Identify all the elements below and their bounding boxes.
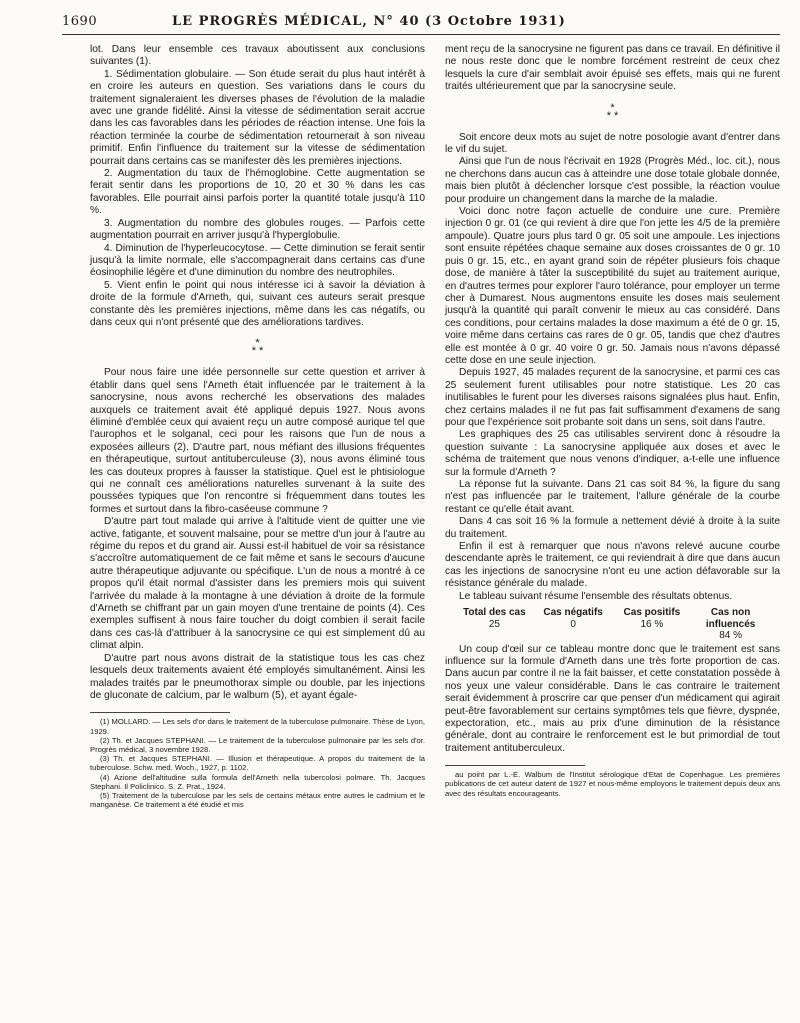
- table-cell: 16 %: [640, 618, 664, 630]
- footnotes: [90, 717, 425, 809]
- paragraph: Pour nous faire une idée personnelle sur cette question et arriver à établir dans quel sens l'Arneth était influencée par le traitement à la sanocrysine, nous avons recherché les observations des malades auxquels ce traitement avait été appliqué depuis 1927. Nous avons éliminé d'emblée ceux qui avaient reçu un autre composé aurique tel que l'aurophos et le solganal, ceci pour les raisons que l'un de nous a exposées ailleurs (2). D'autre part, nous méfiant des illusions fréquentes en thérapeutique, surtout antituberculeuse (3), nous avons éliminé tous les cas douteux propres à fausser la statistique. Quel est le phtisiologue qui ne connaît ces améliorations naturelles survenant à la suite des poussées typiques que l'on rencontre si fréquemment dans toutes les formes et surtout dans la fibro-caséeuse commune ?: [90, 367, 425, 515]
- paragraph: 1. Sédimentation globulaire. — Son étude serait du plus haut intérêt à en croire les auteurs en question. Ses variations dans le cours du traitement signaleraient les diverses phases de l'évolution de la maladie avec une grande fidélité. Ainsi la vitesse de sédimentation serait accrue dans les cas favorables dans les périodes de réaction intense. Une fois la réaction terminée la courbe de sédimentation retournerait à son niveau primitif. Enfin l'influence du traitement sur la vitesse de sédimentation pourrait dans certains cas se manifester dès les premières injections.: [90, 68, 425, 167]
- footnotes: [445, 770, 780, 798]
- paragraph: Les graphiques des 25 cas utilisables servirent donc à résoudre la question suivante : La sanocrysine appliquée aux doses et avec le schéma de traitement que nous venons d'indiquer, a-t-elle une influence sur la formule d'Arneth ?: [445, 429, 780, 478]
- footnote-rule: [90, 712, 230, 713]
- table-column: [613, 607, 692, 642]
- paragraph: Voici donc notre façon actuelle de conduire une cure. Première injection 0 gr. 01 (ce qui revient à dire que l'on jette les 4/5 de la première ampoule). Quatre jours plus tard 0 gr. 05 soit une ampoule. Les injections sont ensuite répétées chaque semaine aux doses croissantes de 0 gr. 10 puis 0 gr. 15, etc., en ayant grand soin de répéter plusieurs fois chaque dose, de manière à tâter la susceptibilité du sujet au traitement aurique, en d'autres termes pour explorer l'auro tolérance, pour employer un terme cher à Dumarest. Nous augmentons ensuite les doses mais seulement jusqu'à la quantité qui paraît convenir le mieux au cas considéré. Dans ces conditions, pour certains malades la dose maximum a été de 0 gr. 15, voire même dans certains cas rares de 0 gr. 05, tandis que chez d'autres elle est montée à 0 gr. 40 voire 0 gr. 50. Jamais nous n'avons dépassé cette dose en une seule injection.: [445, 206, 780, 366]
- footnote: (3) Th. et Jacques STEPHANI. — Illusion et thérapeutique. A propos du traitement de la tuberculose. Schw. med. Woch., 1927, p. 1102.: [90, 754, 425, 773]
- paragraph: Depuis 1927, 45 malades reçurent de la sanocrysine, et parmi ces cas 25 seulement furent utilisables pour notre statistique. Les 20 cas inutilisables le furent pour les diverses raisons signalées plus haut. Enfin, chez certains malades il ne fut pas fait suffisamment d'examens de sang pour que l'expérience soit probante soit dans un sens, soit dans l'autre.: [445, 367, 780, 428]
- paragraph: Enfin il est à remarquer que nous n'avons relevé aucune courbe descendante après le traitement, ce qui reviendrait à dire que dans aucun cas les injections de sanocrysine n'ont eu une action défavorable sur la résistance générale du malade.: [445, 541, 780, 590]
- paragraph: D'autre part nous avons distrait de la statistique tous les cas chez lesquels deux traitements avaient été employés simultanément. Ainsi les malades traités par le pneumothorax simple ou double, par les injections de gluconate de calcium, par le walbum (5), et ayant égale-: [90, 652, 425, 701]
- paragraph: 2. Augmentation du taux de l'hémoglobine. Cette augmentation se ferait sentir dans les proportions de 10, 20 et 30 % dans les cas favorables. Elle pourrait ainsi parfois porter la quantité totale jusqu'à 110 %.: [90, 168, 425, 217]
- table-header: Cas négatifs: [543, 607, 603, 619]
- paragraph: Soit encore deux mots au sujet de notre posologie avant d'entrer dans le vif du sujet.: [445, 131, 780, 156]
- table-header: Total des cas: [463, 607, 526, 619]
- table-header: Cas non influencés: [705, 607, 756, 630]
- header-rule: [62, 34, 780, 35]
- results-table: [455, 607, 770, 642]
- table-header: Cas positifs: [623, 607, 681, 619]
- paragraph: Ainsi que l'un de nous l'écrivait en 1928 (Progrès Méd., loc. cit.), nous ne cherchons dans aucun cas à atteindre une dose totale globale donnée, mais bien plutôt à déclencher lorsque c'est possible, la réaction voulue pour produire un changement dans la marche de la maladie.: [445, 156, 780, 205]
- table-column: [455, 607, 534, 642]
- table-column: [534, 607, 613, 642]
- journal-title: LE PROGRÈS MÉDICAL, N° 40 (3 Octobre 1931): [172, 14, 566, 29]
- footnote: (4) Azione dell'altitudine sulla formula dell'Arneth nella tubercolosi polmare. Th. Jacques Stephani. Il Policlinico. S. Z. Prat., 1924.: [90, 772, 425, 791]
- paragraph: lot. Dans leur ensemble ces travaux aboutissent aux conclusions suivantes (1).: [90, 44, 425, 68]
- paragraph: ment reçu de la sanocrysine ne figurent pas dans ce travail. En définitive il ne nous reste donc que le nombre forcément restreint de ceux chez lesquels la cure d'air semblait avoir épuisé ses effets, mais qui ne furent traités ultérieurement que par la sanocrysine seule.: [445, 44, 780, 93]
- page-header: [62, 14, 752, 32]
- page-number: 1690: [62, 14, 98, 29]
- paragraph: 4. Diminution de l'hyperleucocytose. — Cette diminution se ferait sentir jusqu'à la limite normale, elle s'accompagnerait dans certains cas d'une éosinophilie légère et d'une diminution du nombre des neutrophiles.: [90, 242, 425, 279]
- paragraph: D'autre part tout malade qui arrive à l'altitude vient de quitter une vie active, fatigante, et souvent malsaine, pour se mettre d'un jour à l'autre au régime du repos et du grand air. Aussi est-il habituel de voir sa résistance s'accroître automatiquement de ce fait même et sans le secours d'aucune autre thérapeutique adjuvante ou spécifique. L'un de nous a montré à ce propos qu'il était normal d'assister dans les premiers mois qui suivent l'arrivée du malade à la montagne à une déviation à droite de la formule d'Arneth se chiffrant par un gain moyen d'une trentaine de points (4). Ces exemples suffisent à nous faire toucher du doigt combien il serait facile dans ces cas-là d'attribuer à la sanocrysine ce qui est simplement dû au climat alpin.: [90, 516, 425, 652]
- table-cell: 84 %: [719, 630, 743, 642]
- footnote: (1) MOLLARD. — Les sels d'or dans le traitement de la tuberculose pulmonaire. Thèse de Lyon, 1929.: [90, 717, 425, 736]
- paragraph: La réponse fut la suivante. Dans 21 cas soit 84 %, la figure du sang n'est pas influencée par le traitement, l'allure générale de la courbe restant ce qu'elle était avant.: [445, 479, 780, 515]
- paragraph: Un coup d'œil sur ce tableau montre donc que le traitement est sans influence sur la formule d'Arneth dans une très forte proportion de cas. Dans aucun par contre il ne la fait baisser, et cette constatation possède à nos yeux une valeur considérable. Dans le cas contraire le traitement serait évidemment à proscrire car que penser d'un médicament qui agirait peut-être favorablement sur certains symptômes tels que fièvre, dyspnée, expectoration, etc., mais au prix d'une diminution de la résistance générale, dont au contraire le renforcement est le but primordial de tout traitement antituberculeux.: [445, 643, 780, 754]
- paragraph: 5. Vient enfin le point qui nous intéresse ici à savoir la déviation à droite de la formule d'Arneth, qui, suivant ces auteurs serait presque constante dès les premières injections, même dans les cas négatifs, ou dans ceux qui n'ont présenté que des améliorations tardives.: [90, 279, 425, 328]
- table-cell: 0: [570, 618, 576, 630]
- section-separator: * * *: [251, 337, 264, 358]
- left-column: [90, 44, 425, 809]
- paragraph: Le tableau suivant résume l'ensemble des résultats obtenus.: [459, 590, 733, 602]
- table-cell: 25: [488, 618, 500, 630]
- section-separator: * * *: [606, 101, 619, 122]
- footnote: (2) Th. et Jacques STEPHANI. — Le traitement de la tuberculose pulmonaire par les sels d'or. Progrès médical, 3 novembre 1928.: [90, 735, 425, 754]
- paragraph: Dans 4 cas soit 16 % la formule a nettement dévié à droite à la suite du traitement.: [445, 516, 780, 540]
- right-column: [445, 44, 780, 798]
- table-column: [691, 607, 770, 642]
- footnote-rule: [445, 765, 585, 766]
- footnote: au point par L.-E. Walbum de l'Institut sérologique d'Etat de Copenhague. Les premières publications de cet auteur datent de 1927 et nous-même employons le traitement depuis deux ans avec des résultats encourageants.: [445, 770, 780, 798]
- footnote: (5) Traitement de la tuberculose par les sels de certains métaux entre autres le cadmium et le manganèse. Ce traitement a été étudié et mis: [90, 790, 425, 810]
- paragraph: 3. Augmentation du nombre des globules rouges. — Parfois cette augmentation pourrait en arriver jusqu'à l'hyperglobulie.: [90, 217, 425, 242]
